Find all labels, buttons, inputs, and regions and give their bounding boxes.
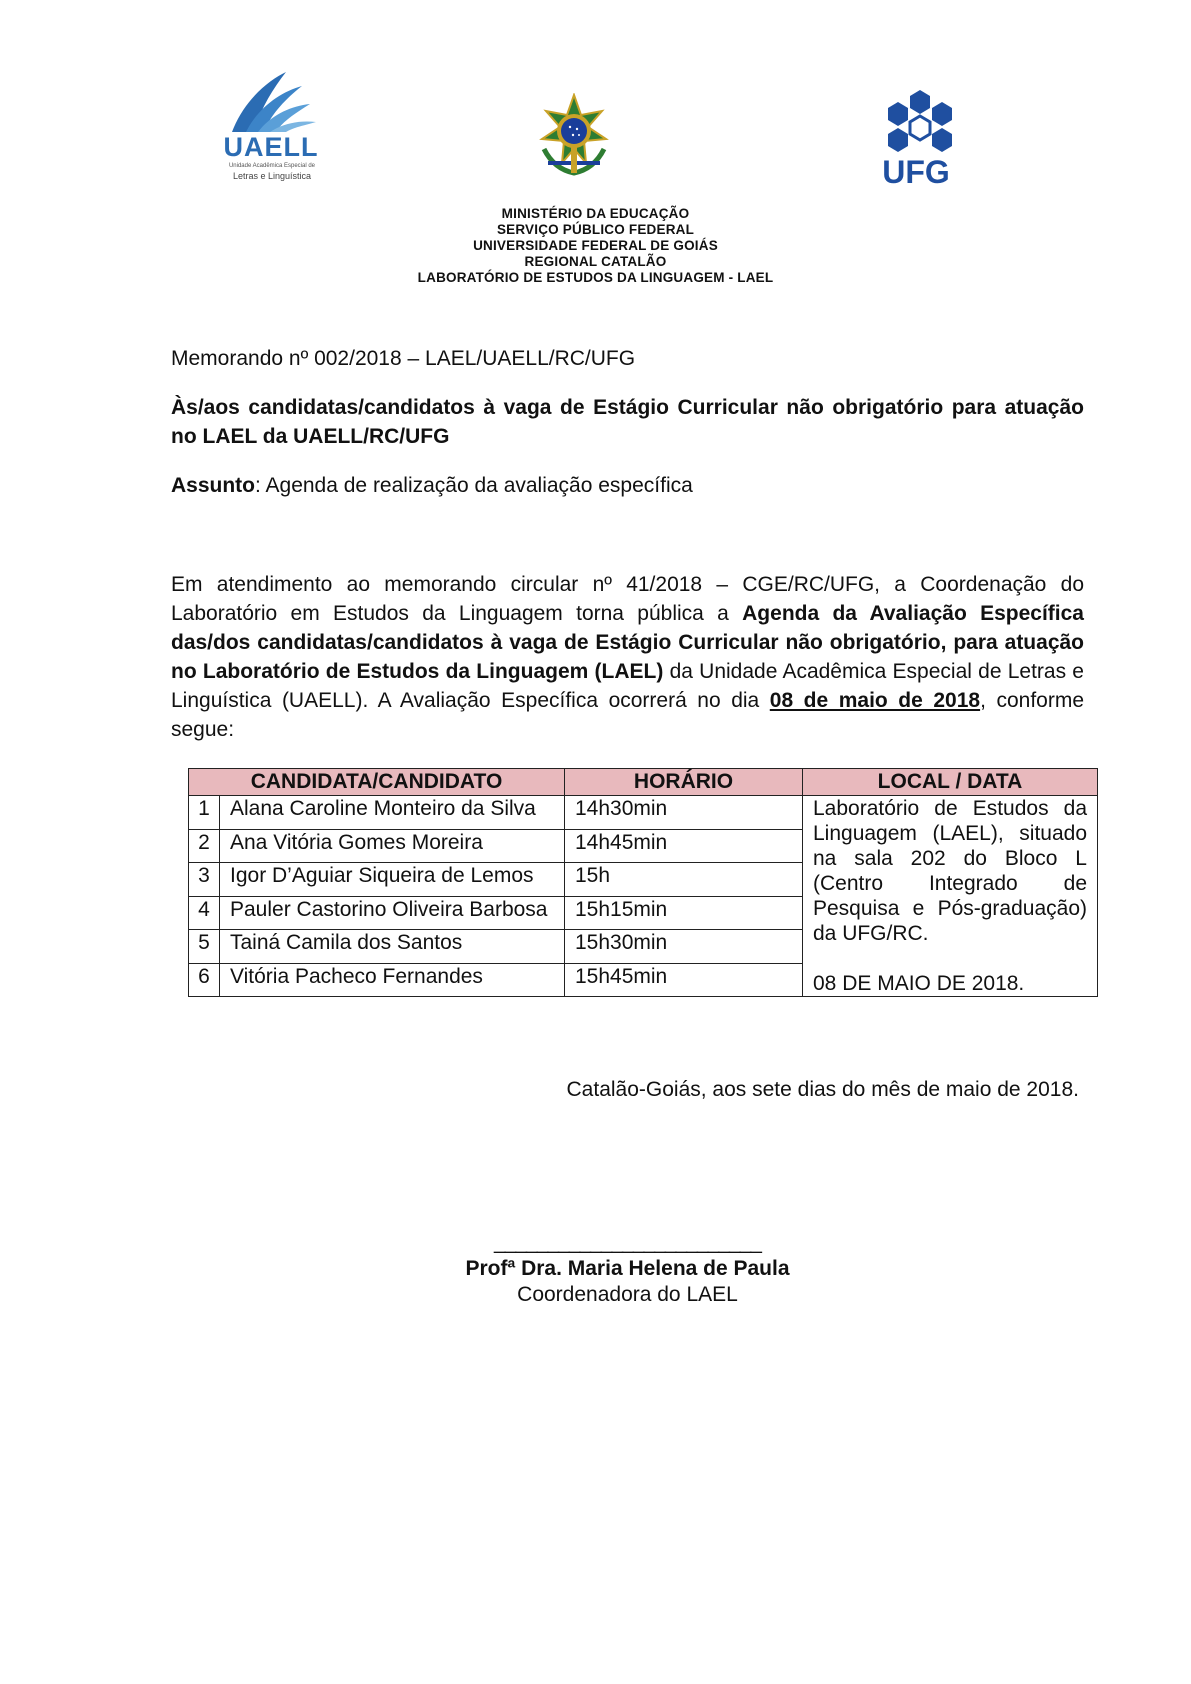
- subject-text: : Agenda de realização da avaliação específica: [255, 474, 693, 497]
- candidate-name: Igor D’Aguiar Siqueira de Lemos: [220, 863, 565, 897]
- closing-date-line: Catalão-Goiás, aos sete dias do mês de maio de 2018.: [566, 1078, 1079, 1101]
- schedule-table: [188, 768, 1098, 997]
- memo-recipient: Às/aos candidatas/candidatos à vaga de Estágio Curricular não obrigatório para atuação no LAEL da UAELL/RC/UFG: [171, 396, 1084, 448]
- candidate-time: 15h15min: [565, 896, 803, 930]
- location-text: Laboratório de Estudos da Linguagem (LAEL), situado na sala 202 do Bloco L (Centro Integrado de Pesquisa e Pós-graduação) da UFG/RC.: [813, 797, 1087, 945]
- subject-label: Assunto: [171, 474, 255, 497]
- institution-header: [0, 206, 1191, 286]
- paragraph-text-1: Em atendimento ao memorando circular nº 41/2018 – CGE/RC/UFG, a Coordenação do Laboratório em Estudos da Linguagem torna pública a: [171, 573, 1084, 625]
- ufg-hexagons-icon: [872, 88, 952, 152]
- candidate-name: Vitória Pacheco Fernandes: [220, 963, 565, 997]
- brazil-coat-of-arms-icon: [534, 93, 614, 181]
- memo-subject: [171, 471, 693, 500]
- header-line-service: SERVIÇO PÚBLICO FEDERAL: [496, 222, 695, 237]
- header-location: LOCAL / DATA: [803, 769, 1098, 796]
- signature-block: [0, 1230, 1191, 1308]
- row-number: 4: [189, 896, 220, 930]
- ufg-logo: [872, 88, 952, 190]
- candidate-time: 15h30min: [565, 930, 803, 964]
- memo-number: Memorando nº 002/2018 – LAEL/UAELL/RC/UFG: [171, 347, 636, 370]
- ufg-logo-text: UFG: [882, 154, 950, 190]
- candidate-name: Tainá Camila dos Santos: [220, 930, 565, 964]
- candidate-time: 15h: [565, 863, 803, 897]
- table-header-row: [189, 769, 1098, 796]
- paragraph-date: 08 de maio de 2018: [769, 689, 981, 712]
- candidate-name: Ana Vitória Gomes Moreira: [220, 829, 565, 863]
- table-row: [189, 796, 1098, 830]
- signatory-name: Profª Dra. Maria Helena de Paula: [465, 1257, 790, 1280]
- header-candidate: CANDIDATA/CANDIDATO: [189, 769, 565, 796]
- candidate-time: 14h30min: [565, 796, 803, 830]
- row-number: 2: [189, 829, 220, 863]
- header-time: HORÁRIO: [565, 769, 803, 796]
- header-line-university: UNIVERSIDADE FEDERAL DE GOIÁS: [473, 238, 718, 253]
- uaell-logo-subtitle-2: Letras e Linguística: [232, 171, 312, 181]
- paragraph-text-2: da Unidade Acadêmica Especial de Letras e Linguística (UAELL). A Avaliação Específica ocorrerá no dia: [171, 660, 1084, 712]
- paragraph-text-3: , conforme segue:: [171, 689, 1084, 741]
- location-cell: [803, 796, 1098, 997]
- candidate-name: Pauler Castorino Oliveira Barbosa: [220, 896, 565, 930]
- row-number: 3: [189, 863, 220, 897]
- candidate-time: 14h45min: [565, 829, 803, 863]
- row-number: 5: [189, 930, 220, 964]
- signatory-role: Coordenadora do LAEL: [517, 1283, 738, 1306]
- location-date: 08 DE MAIO DE 2018.: [813, 972, 1025, 995]
- candidate-name: Alana Caroline Monteiro da Silva: [220, 796, 565, 830]
- row-number: 6: [189, 963, 220, 997]
- header-line-regional: REGIONAL CATALÃO: [524, 254, 667, 269]
- memo-paragraph: [171, 570, 1084, 744]
- paragraph-bold-agenda: Agenda da Avaliação Específica das/dos candidatas/candidatos à vaga de Estágio Curricular não obrigatório, para atuação no Laboratório de Estudos da Linguagem (LAEL): [171, 602, 1084, 683]
- uaell-logo-text: UAELL: [223, 132, 319, 162]
- row-number: 1: [189, 796, 220, 830]
- header-line-laboratory: LABORATÓRIO DE ESTUDOS DA LINGUAGEM - LAEL: [417, 270, 774, 285]
- uaell-logo-subtitle-1: Unidade Acadêmica Especial de: [228, 163, 316, 169]
- header-line-ministry: MINISTÉRIO DA EDUCAÇÃO: [501, 206, 690, 221]
- candidate-time: 15h45min: [565, 963, 803, 997]
- signature-line: _________________________: [494, 1231, 761, 1254]
- uaell-logo: [224, 70, 324, 185]
